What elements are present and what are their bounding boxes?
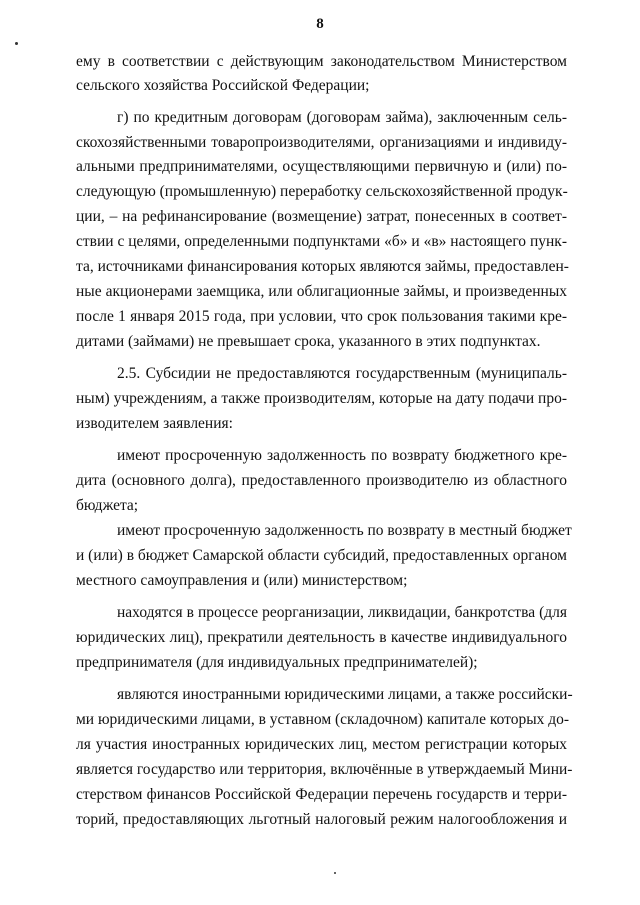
text-line: являются иностранными юридическими лицами, а также российски- [117, 686, 573, 703]
text-line: 2.5. Субсидии не предоставляются государственным (муниципаль- [117, 365, 567, 382]
text-line: юридических лиц), прекратили деятельность в качестве индивидуального [76, 629, 567, 646]
text-line: ным) учреждениям, а также производителям, которые на дату подачи про- [76, 390, 567, 407]
text-line: ему в соответствии с действующим законодательством Министерством [76, 53, 567, 70]
text-line: дита (основного долга), предоставленного производителю из областного [76, 472, 567, 489]
text-line: ля участия иностранных юридических лиц, местом регистрации которых [76, 736, 567, 753]
text-line: имеют просроченную задолженность по возврату в местный бюджет [117, 522, 572, 539]
text-line: альными предпринимателями, осуществляющими первичную и (или) по- [76, 158, 567, 175]
text-line: г) по кредитным договорам (договорам займа), заключенным сель- [117, 109, 567, 126]
text-line: предпринимателя (для индивидуальных предпринимателей); [76, 654, 478, 671]
text-line: бюджета; [76, 497, 139, 514]
scan-speck [15, 42, 18, 45]
text-line: дитами (займами) не превышает срока, указанного в этих подпунктах. [76, 333, 541, 350]
text-line: сельского хозяйства Российской Федерации; [76, 77, 370, 94]
text-line: местного самоуправления и (или) министерством; [76, 572, 408, 589]
text-line: скохозяйственными товаропроизводителями, организациями и индивиду- [76, 134, 567, 151]
text-line: является государство или территория, включённые в утверждаемый Мини- [76, 761, 573, 778]
text-line: ции, – на рефинансирование (возмещение) затрат, понесенных в соответ- [76, 208, 567, 225]
scan-speck [334, 872, 336, 874]
text-line: ные акционерами заемщика, или облигационные займы, и произведенных [76, 283, 567, 300]
text-line: торий, предоставляющих льготный налоговый режим налогообложения и [76, 811, 567, 828]
text-line: та, источниками финансирования которых являются займы, предоставлен- [76, 258, 569, 275]
text-line: ми юридическими лицами, в уставном (складочном) капитале которых до- [76, 711, 570, 728]
text-line: следующую (промышленную) переработку сельскохозяйственной продук- [76, 183, 568, 200]
text-line: после 1 января 2015 года, при условии, что срок пользования такими кре- [76, 308, 567, 325]
text-line: изводителем заявления: [76, 415, 233, 432]
text-line: ствии с целями, определенными подпунктами «б» и «в» настоящего пунк- [76, 233, 567, 250]
text-line: находятся в процессе реорганизации, ликвидации, банкротства (для [117, 604, 567, 621]
text-line: и (или) в бюджет Самарской области субсидий, предоставленных органом [76, 547, 567, 564]
page-number: 8 [316, 16, 324, 32]
text-line: имеют просроченную задолженность по возврату бюджетного кре- [117, 447, 567, 464]
text-line: стерством финансов Российской Федерации перечень государств и терри- [76, 786, 567, 803]
